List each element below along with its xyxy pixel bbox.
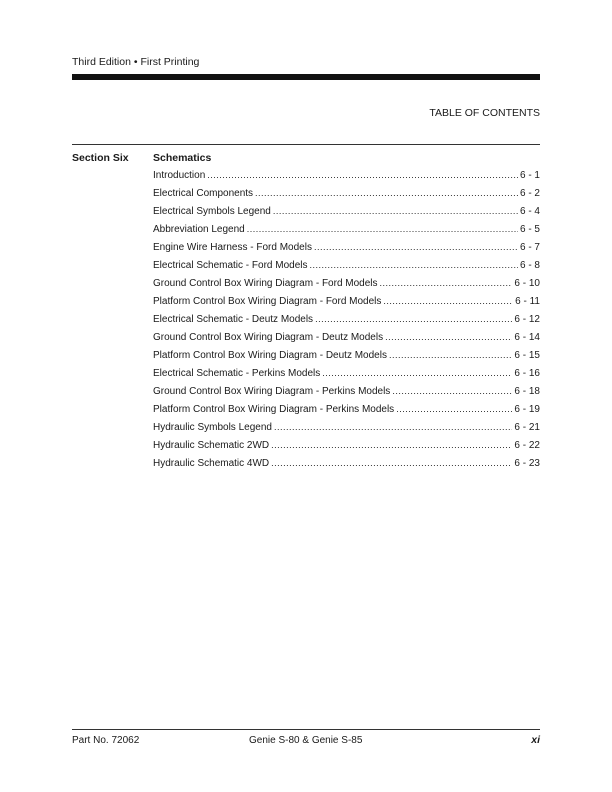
toc-entry[interactable]	[153, 206, 540, 224]
toc-entry-page: 6 - 12	[514, 314, 540, 325]
toc-entry[interactable]	[153, 242, 540, 260]
toc-entry-page: 6 - 2	[519, 188, 540, 199]
footer-rule	[72, 729, 540, 730]
toc-entry-page: 6 - 16	[514, 368, 540, 379]
toc-entry[interactable]	[153, 314, 540, 332]
dot-leader	[396, 404, 512, 415]
toc-entry[interactable]	[153, 458, 540, 476]
toc-entry-page: 6 - 11	[515, 296, 540, 307]
section-divider	[72, 144, 540, 145]
toc-entry-title: Hydraulic Symbols Legend	[153, 422, 272, 433]
toc-entry-page: 6 - 15	[514, 350, 540, 361]
dot-leader	[385, 332, 512, 343]
toc-entry-page: 6 - 22	[514, 440, 540, 451]
toc-entry-page: 6 - 8	[519, 260, 540, 271]
dot-leader	[273, 206, 518, 217]
section-title: Schematics	[153, 152, 212, 164]
toc-entry-title: Engine Wire Harness - Ford Models	[153, 242, 312, 253]
toc-entry[interactable]	[153, 350, 540, 368]
toc-entry-title: Platform Control Box Wiring Diagram - Perkins Models	[153, 404, 395, 415]
toc-list	[153, 170, 540, 476]
toc-entry-title: Ground Control Box Wiring Diagram - Ford Models	[153, 278, 378, 289]
page-number: xi	[531, 734, 540, 746]
toc-entry-title: Ground Control Box Wiring Diagram - Deutz Models	[153, 332, 384, 343]
dot-leader	[392, 386, 512, 397]
toc-entry-page: 6 - 10	[514, 278, 540, 289]
model-name: Genie S-80 & Genie S-85	[249, 735, 363, 746]
dot-leader	[271, 440, 512, 451]
toc-entry-title: Electrical Schematic - Deutz Models	[153, 314, 314, 325]
dot-leader	[310, 260, 518, 271]
section-label: Section Six	[72, 152, 129, 164]
toc-entry[interactable]	[153, 170, 540, 188]
toc-entry[interactable]	[153, 224, 540, 242]
toc-entry-title: Electrical Schematic - Ford Models	[153, 260, 308, 271]
toc-entry[interactable]	[153, 296, 540, 314]
toc-entry-page: 6 - 7	[519, 242, 540, 253]
toc-heading: TABLE OF CONTENTS	[429, 107, 540, 119]
toc-entry[interactable]	[153, 386, 540, 404]
toc-entry-page: 6 - 21	[514, 422, 540, 433]
toc-entry-page: 6 - 1	[519, 170, 540, 181]
toc-entry-title: Hydraulic Schematic 2WD	[153, 440, 270, 451]
toc-entry-title: Electrical Schematic - Perkins Models	[153, 368, 321, 379]
part-number: Part No. 72062	[72, 735, 140, 746]
dot-leader	[247, 224, 518, 235]
toc-entry[interactable]	[153, 422, 540, 440]
dot-leader	[383, 296, 513, 307]
toc-entry-title: Platform Control Box Wiring Diagram - Deutz Models	[153, 350, 387, 361]
dot-leader	[271, 458, 512, 469]
dot-leader	[207, 170, 518, 181]
toc-entry-title: Electrical Symbols Legend	[153, 206, 271, 217]
dot-leader	[380, 278, 513, 289]
toc-entry[interactable]	[153, 368, 540, 386]
toc-entry-page: 6 - 4	[519, 206, 540, 217]
toc-entry-title: Electrical Components	[153, 188, 254, 199]
toc-entry-page: 6 - 5	[519, 224, 540, 235]
toc-entry-page: 6 - 18	[514, 386, 540, 397]
toc-entry[interactable]	[153, 332, 540, 350]
toc-entry[interactable]	[153, 188, 540, 206]
edition-label: Third Edition • First Printing	[72, 56, 200, 68]
toc-entry[interactable]	[153, 260, 540, 278]
dot-leader	[315, 314, 512, 325]
toc-entry-title: Introduction	[153, 170, 206, 181]
toc-entry-page: 6 - 23	[514, 458, 540, 469]
toc-entry[interactable]	[153, 278, 540, 296]
header-rule	[72, 74, 540, 80]
toc-entry-page: 6 - 19	[514, 404, 540, 415]
dot-leader	[322, 368, 512, 379]
toc-entry-title: Platform Control Box Wiring Diagram - Ford Models	[153, 296, 382, 307]
toc-entry[interactable]	[153, 440, 540, 458]
toc-entry-title: Abbreviation Legend	[153, 224, 245, 235]
dot-leader	[314, 242, 518, 253]
toc-entry[interactable]	[153, 404, 540, 422]
dot-leader	[274, 422, 512, 433]
toc-entry-page: 6 - 14	[514, 332, 540, 343]
dot-leader	[389, 350, 512, 361]
dot-leader	[255, 188, 518, 199]
toc-entry-title: Hydraulic Schematic 4WD	[153, 458, 270, 469]
toc-entry-title: Ground Control Box Wiring Diagram - Perkins Models	[153, 386, 391, 397]
